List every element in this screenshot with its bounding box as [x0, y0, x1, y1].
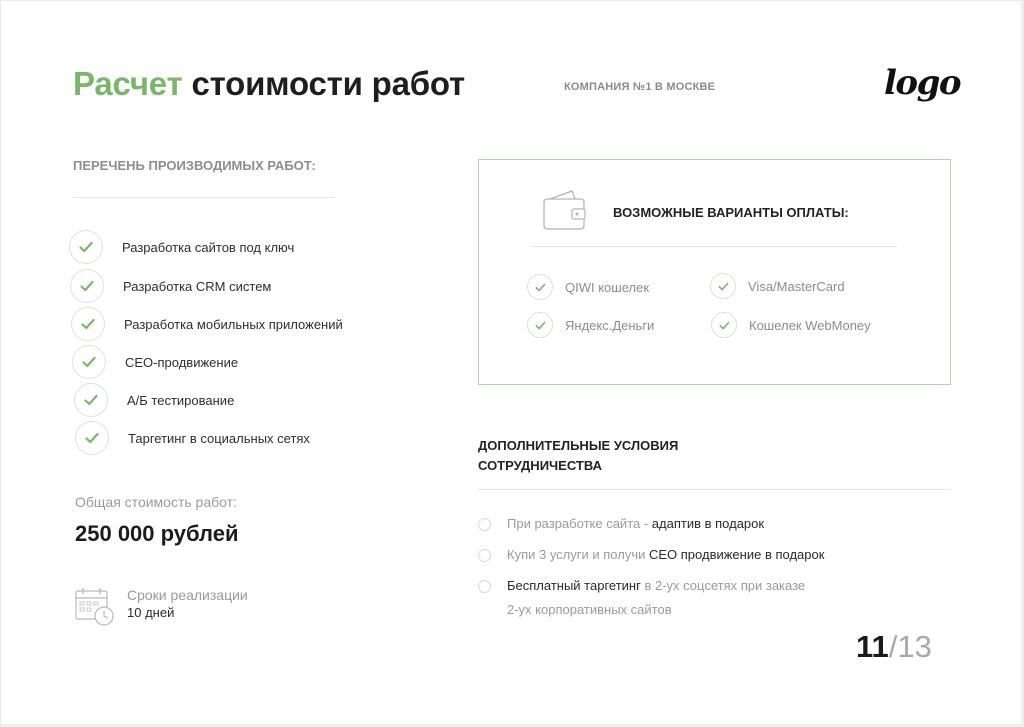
calendar-clock-icon: [75, 586, 115, 626]
payment-divider: [531, 246, 897, 247]
work-label: А/Б тестирование: [127, 392, 235, 408]
company-tagline: КОМПАНИЯ №1 В МОСКВЕ: [564, 81, 716, 93]
work-label: Разработка сайтов под ключ: [122, 239, 295, 255]
conditions-heading-line2: СОТРУДНИЧЕСТВА: [478, 458, 602, 473]
check-icon: [72, 345, 106, 379]
payment-option: [710, 273, 845, 299]
payment-heading: ВОЗМОЖНЫЕ ВАРИАНТЫ ОПЛАТЫ:: [613, 205, 849, 220]
work-label: Разработка CRM систем: [123, 278, 272, 294]
wallet-icon: [542, 187, 588, 233]
check-icon: [527, 274, 553, 300]
check-icon: [75, 421, 109, 455]
check-icon: [69, 230, 103, 264]
total-cost-label: Общая стоимость работ:: [75, 494, 237, 510]
condition-muted: в 2-ух соцсетях при заказе: [640, 578, 806, 593]
term-value: 10 дней: [127, 605, 175, 620]
page-separator: /: [888, 629, 898, 664]
check-icon: [527, 312, 553, 338]
bullet-circle-icon: [478, 580, 491, 593]
condition-highlight: СЕО продвижение в подарок: [648, 547, 825, 562]
condition-text: [507, 574, 805, 622]
page-current: 11: [856, 629, 889, 664]
check-icon: [70, 269, 104, 303]
condition-text: [507, 543, 824, 567]
condition-muted: Купи 3 услуги и получи: [507, 547, 649, 562]
term-label: Сроки реализации: [127, 587, 248, 603]
works-divider: [73, 197, 334, 198]
payment-box: [478, 159, 951, 385]
condition-highlight: Бесплатный таргетинг: [507, 578, 641, 593]
work-label: СЕО-продвижение: [125, 354, 239, 370]
check-icon: [71, 307, 105, 341]
conditions-divider: [478, 489, 951, 490]
title-rest: стоимости работ: [191, 65, 466, 102]
total-cost-value: 250 000 рублей: [75, 521, 239, 546]
bullet-circle-icon: [478, 518, 491, 531]
condition-highlight: адаптив в подарок: [651, 516, 765, 531]
title-accent: Расчет: [73, 65, 183, 102]
condition-line2: 2-ух корпоративных сайтов: [507, 602, 672, 617]
list-item: [71, 306, 343, 342]
payment-option: [527, 312, 654, 338]
list-item: [69, 229, 294, 265]
list-item: [72, 344, 238, 380]
conditions-heading: [478, 436, 678, 476]
list-item: [75, 420, 310, 456]
payment-option: [711, 312, 871, 338]
page-total: 13: [897, 629, 932, 664]
list-item: [70, 268, 271, 304]
works-heading: ПЕРЕЧЕНЬ ПРОИЗВОДИМЫХ РАБОТ:: [73, 158, 316, 173]
bullet-circle-icon: [478, 549, 491, 562]
check-icon: [710, 273, 736, 299]
payment-option-label: Яндекс.Деньги: [565, 317, 655, 333]
conditions-heading-line1: ДОПОЛНИТЕЛЬНЫЕ УСЛОВИЯ: [478, 438, 679, 453]
logo: logo: [884, 63, 961, 103]
condition-text: [507, 512, 764, 536]
page-title: [73, 65, 465, 103]
work-label: Таргетинг в социальных сетях: [128, 430, 310, 446]
list-item: [74, 382, 234, 418]
check-icon: [711, 312, 737, 338]
payment-option: [527, 274, 649, 300]
page-number: [856, 629, 932, 665]
work-label: Разработка мобильных приложений: [124, 316, 343, 332]
payment-option-label: Кошелек WebMoney: [749, 317, 871, 333]
payment-option-label: QIWI кошелек: [565, 279, 650, 295]
condition-muted: При разработке сайта -: [507, 516, 652, 531]
check-icon: [74, 383, 108, 417]
payment-option-label: Visa/MasterCard: [748, 278, 845, 294]
